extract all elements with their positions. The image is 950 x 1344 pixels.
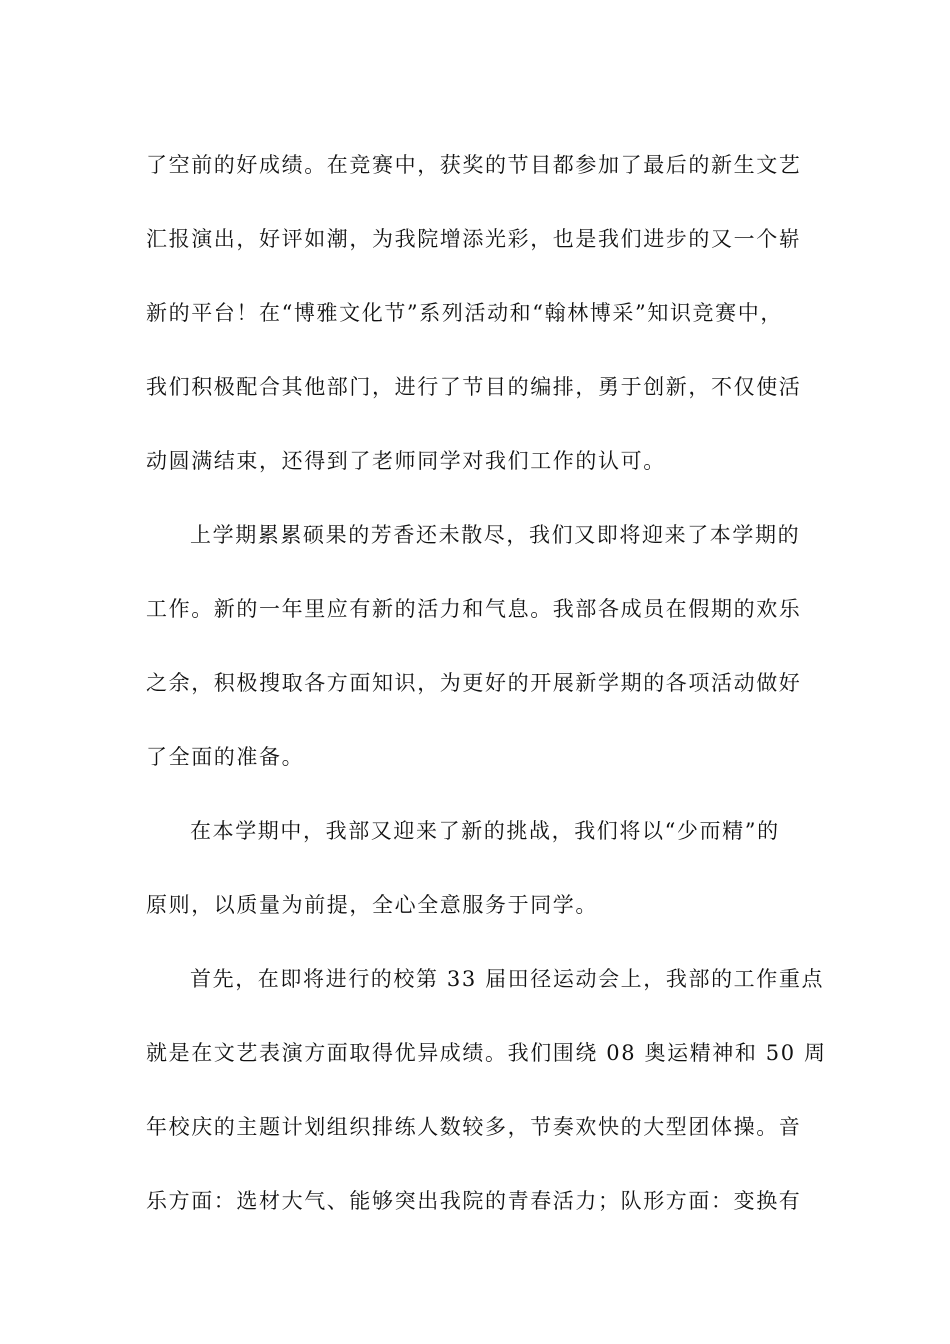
text-line: 了全面的准备。 (146, 745, 305, 769)
text-line: 动圆满结束，还得到了老师同学对我们工作的认可。 (146, 449, 666, 473)
text-line: 就是在文艺表演方面取得优异成绩。我们围绕 08 奥运精神和 50 周 (146, 1041, 827, 1065)
text-line: 之余，积极搜取各方面知识，为更好的开展新学期的各项活动做好 (146, 671, 802, 695)
text-line: 工作。新的一年里应有新的活力和气息。我部各成员在假期的欢乐 (146, 597, 802, 621)
text-line: 我们积极配合其他部门，进行了节目的编排，勇于创新，不仅使活 (146, 375, 802, 399)
paragraph-start-line: 上学期累累硕果的芳香还未散尽，我们又即将迎来了本学期的 (190, 523, 801, 547)
paragraph-start-line: 在本学期中，我部又迎来了新的挑战，我们将以“少而精”的 (190, 819, 780, 843)
text-line: 原则，以质量为前提，全心全意服务于同学。 (146, 893, 598, 917)
text-line: 乐方面：选材大气、能够突出我院的青春活力；队形方面：变换有 (146, 1189, 802, 1213)
paragraph-start-line: 首先，在即将进行的校第 33 届田径运动会上，我部的工作重点 (190, 967, 825, 991)
text-line: 年校庆的主题计划组织排练人数较多，节奏欢快的大型团体操。音 (146, 1115, 802, 1139)
text-line: 新的平台！在“博雅文化节”系列活动和“翰林博采”知识竞赛中， (146, 301, 783, 325)
text-line: 了空前的好成绩。在竞赛中，获奖的节目都参加了最后的新生文艺 (146, 153, 802, 177)
body-text (146, 128, 827, 1238)
text-line: 汇报演出，好评如潮，为我院增添光彩，也是我们进步的又一个崭 (146, 227, 802, 251)
